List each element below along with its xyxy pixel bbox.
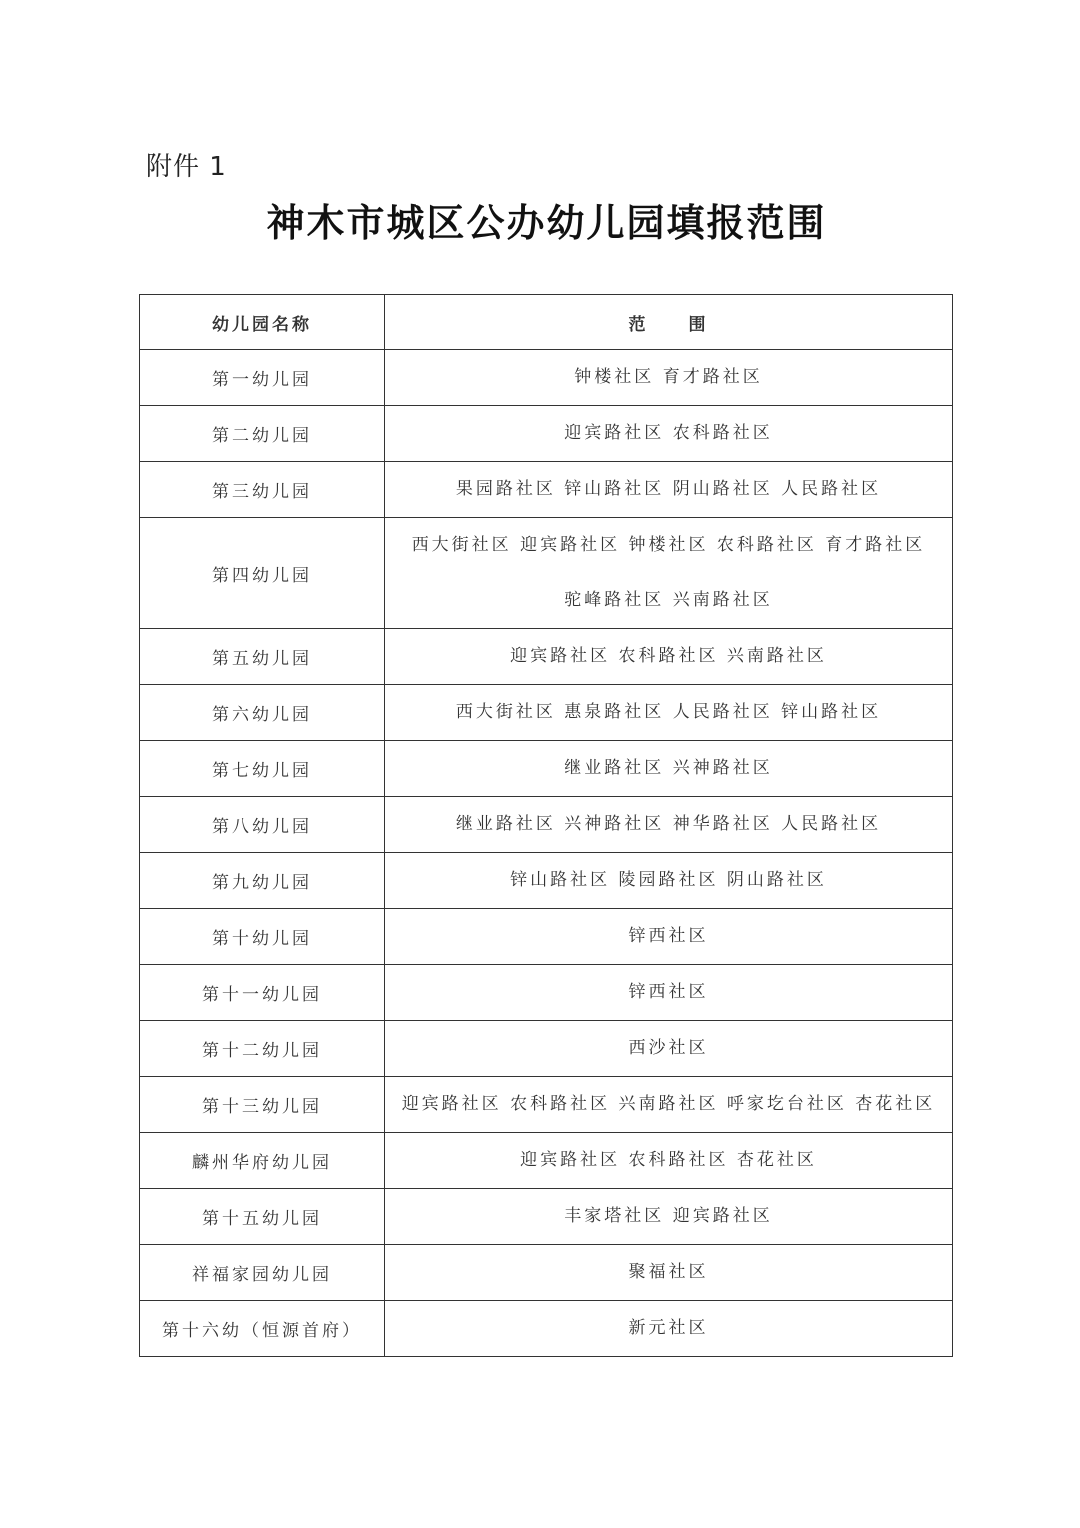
kindergarten-name-cell: 第十二幼儿园 [140, 1021, 385, 1077]
scope-line: 丰家塔社区 迎宾路社区 [564, 1206, 773, 1226]
scope-line: 迎宾路社区 农科路社区 兴南路社区 呼家圪台社区 杏花社区 [401, 1094, 936, 1114]
kindergarten-name-cell: 第十五幼儿园 [140, 1189, 385, 1245]
kindergarten-name-cell: 第一幼儿园 [140, 350, 385, 406]
table-row [140, 1021, 953, 1077]
kindergarten-name-cell: 第七幼儿园 [140, 741, 385, 797]
attachment-label: 附件 1 [146, 152, 227, 182]
scope-line: 锌西社区 [628, 982, 709, 1002]
kindergarten-name-cell: 第十三幼儿园 [140, 1077, 385, 1133]
kindergarten-name-cell: 第五幼儿园 [140, 629, 385, 685]
table-row [140, 741, 953, 797]
scope-line: 驼峰路社区 兴南路社区 [564, 590, 773, 610]
table-row [140, 1077, 953, 1133]
scope-line: 西大街社区 迎宾路社区 钟楼社区 农科路社区 育才路社区 [411, 535, 926, 555]
kindergarten-range-table [139, 294, 953, 1357]
scope-cell [385, 1133, 953, 1189]
table-row [140, 629, 953, 685]
scope-line: 果园路社区 锌山路社区 阴山路社区 人民路社区 [455, 479, 882, 499]
scope-line: 迎宾路社区 农科路社区 兴南路社区 [510, 646, 827, 666]
table-row [140, 350, 953, 406]
kindergarten-name-cell: 第三幼儿园 [140, 462, 385, 518]
table-row [140, 965, 953, 1021]
scope-cell [385, 629, 953, 685]
scope-line: 钟楼社区 育才路社区 [574, 367, 763, 387]
table-header-row [140, 295, 953, 350]
scope-cell [385, 965, 953, 1021]
kindergarten-name-cell: 第十一幼儿园 [140, 965, 385, 1021]
scope-cell [385, 406, 953, 462]
scope-cell [385, 685, 953, 741]
kindergarten-name-cell: 祥福家园幼儿园 [140, 1245, 385, 1301]
kindergarten-name-cell: 第四幼儿园 [140, 518, 385, 629]
scope-line: 新元社区 [628, 1318, 709, 1338]
table-row [140, 1301, 953, 1357]
scope-cell [385, 909, 953, 965]
table-body [140, 350, 953, 1357]
table-row [140, 853, 953, 909]
scope-cell [385, 1021, 953, 1077]
scope-cell [385, 518, 953, 629]
scope-cell [385, 1189, 953, 1245]
scope-line: 聚福社区 [628, 1262, 709, 1282]
scope-cell [385, 462, 953, 518]
scope-line: 锌西社区 [628, 926, 709, 946]
table-row [140, 518, 953, 629]
kindergarten-name-cell: 第二幼儿园 [140, 406, 385, 462]
scope-cell [385, 1301, 953, 1357]
scope-line: 西沙社区 [628, 1038, 709, 1058]
scope-cell [385, 797, 953, 853]
kindergarten-name-cell: 第八幼儿园 [140, 797, 385, 853]
scope-line: 锌山路社区 陵园路社区 阴山路社区 [510, 870, 827, 890]
scope-line: 迎宾路社区 农科路社区 [564, 423, 773, 443]
scope-cell [385, 1245, 953, 1301]
scope-line: 继业路社区 兴神路社区 神华路社区 人民路社区 [455, 814, 882, 834]
scope-line: 西大街社区 惠泉路社区 人民路社区 锌山路社区 [455, 702, 882, 722]
scope-line: 继业路社区 兴神路社区 [564, 758, 773, 778]
table-row [140, 406, 953, 462]
scope-cell [385, 853, 953, 909]
table-row [140, 685, 953, 741]
table-row [140, 797, 953, 853]
header-scope: 范 围 [385, 295, 953, 350]
header-kindergarten-name: 幼儿园名称 [140, 295, 385, 350]
kindergarten-name-cell: 第十幼儿园 [140, 909, 385, 965]
table-row [140, 1245, 953, 1301]
table-row [140, 1133, 953, 1189]
scope-cell [385, 1077, 953, 1133]
scope-cell [385, 741, 953, 797]
kindergarten-name-cell: 第六幼儿园 [140, 685, 385, 741]
kindergarten-name-cell: 麟州华府幼儿园 [140, 1133, 385, 1189]
table-row [140, 909, 953, 965]
kindergarten-name-cell: 第十六幼（恒源首府） [140, 1301, 385, 1357]
table-row [140, 1189, 953, 1245]
kindergarten-name-cell: 第九幼儿园 [140, 853, 385, 909]
scope-cell [385, 350, 953, 406]
document-title: 神木市城区公办幼儿园填报范围 [266, 200, 827, 245]
table-row [140, 462, 953, 518]
scope-line: 迎宾路社区 农科路社区 杏花社区 [520, 1150, 817, 1170]
